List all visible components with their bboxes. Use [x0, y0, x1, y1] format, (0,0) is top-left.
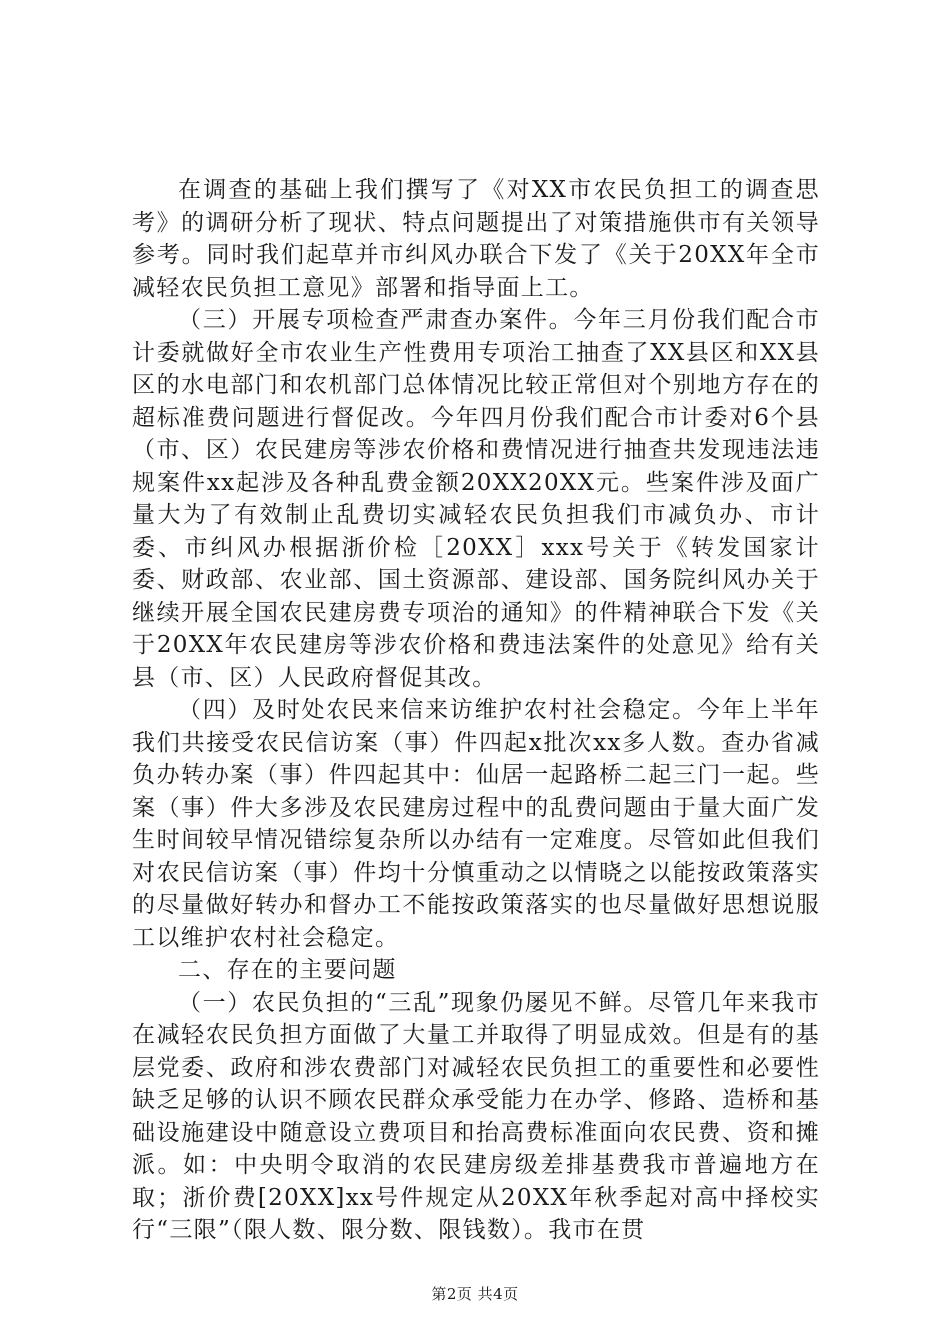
paragraph-special-inspection: （三）开展专项检查严肃查办案件。今年三月份我们配合市计委就做好全市农业生产性费用专项治工抽查了XX县区和XX县区的水电部门和农机部门总体情况比较正常但对个别地方存在的超标准费问题进行督促改。今年四月份我们配合市计委对6个县（市、区）农民建房等涉农价格和费情况进行抽查共发现违法违规案件xx起涉及各种乱费金额20XX20XX元。些案件涉及面广量大为了有效制止乱费切实减轻农民负担我们市减负办、市计委、市纠风办根据浙价检［20XX］xxx号关于《转发国家计委、财政部、农业部、国土资源部、建设部、国务院纠风办关于继续开展全国农民建房费专项治的通知》的件精神联合下发《关于20XX年农民建房等涉农价格和费违法案件的处意见》给有关县（市、区）人民政府督促其改。 — [132, 307, 820, 691]
section-heading-main-problems: 二、存在的主要问题 — [178, 957, 397, 983]
page-number-footer: 第2页 共4页 — [431, 1285, 519, 1303]
document-body — [132, 174, 820, 1247]
paragraph-research-report: 在调查的基础上我们撰写了《对XX市农民负担工的调查思考》的调研分析了现状、特点问题提出了对策措施供市有关领导参考。同时我们起草并市纠风办联合下发了《关于20XX年全市减轻农民负担工意见》部署和指导面上工。 — [132, 177, 820, 301]
paragraph-petition-handling: （四）及时处农民来信来访维护农村社会稳定。今年上半年我们共接受农民信访案（事）件四起x批次xx多人数。查办省减负办转办案（事）件四起其中：仙居一起路桥二起三门一起。些案（事）件大多涉及农民建房过程中的乱费问题由于量大面广发生时间较早情况错综复杂所以办结有一定难度。尽管如此但我们对农民信访案（事）件均十分慎重动之以情晓之以能按政策落实的尽量做好转办和督办工不能按政策落实的也尽量做好思想说服工以维护农村社会稳定。 — [132, 697, 820, 951]
paragraph-three-chaos: （一）农民负担的“三乱”现象仍屡见不鲜。尽管几年来我市在减轻农民负担方面做了大量工并取得了明显成效。但是有的基层党委、政府和涉农费部门对减轻农民负担工的重要性和必要性缺乏足够的认识不顾农民群众承受能力在办学、修路、造桥和基础设施建设中随意设立费项目和抬高费标准面向农民费、资和摊派。如：中央明令取消的农民建房级差排基费我市普遍地方在取；浙价费[20XX]xx号件规定从20XX年秋季起对高中择校实行“三限”（限人数、限分数、限钱数）。我市在贯 — [132, 989, 820, 1243]
